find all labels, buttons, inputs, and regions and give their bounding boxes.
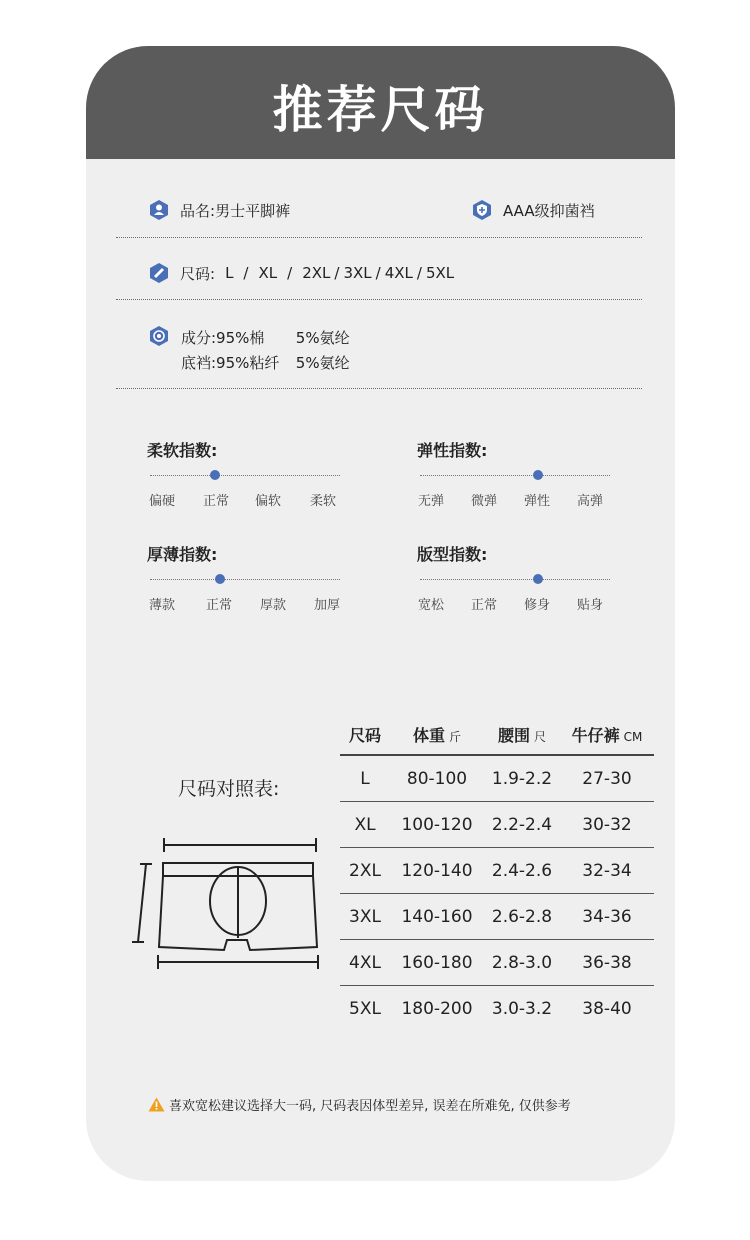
thickness-index-title: 厚薄指数: — [147, 545, 218, 564]
elasticity-index-title: 弹性指数: — [417, 441, 488, 460]
index-knob — [215, 574, 225, 584]
feature-row — [471, 199, 595, 221]
table-cell: L — [340, 755, 390, 802]
table-cell: 2.8-3.0 — [484, 940, 560, 986]
table-cell: XL — [340, 802, 390, 848]
table-cell: 180-200 — [401, 998, 473, 1019]
composition-main-label: 成分:95%棉 — [181, 329, 265, 347]
elasticity-index — [417, 438, 604, 509]
composition-main-extra: 5%氨纶 — [295, 329, 350, 347]
table-cell: 30-32 — [560, 802, 654, 848]
composition-crotch-extra: 5%氨纶 — [295, 354, 350, 372]
shield-plus-icon — [471, 199, 493, 221]
boxer-diagram — [130, 834, 330, 974]
size-option: 5XL — [425, 264, 455, 282]
product-row — [148, 199, 290, 221]
product-name-label: 品名: — [180, 201, 216, 220]
warning-icon — [148, 1097, 165, 1112]
composition-crotch-label: 底裆:95%粘纤 — [181, 354, 280, 372]
index-option: 正常 — [471, 598, 498, 613]
size-card — [86, 46, 675, 1181]
ruler-icon — [148, 262, 170, 284]
index-knob — [533, 574, 543, 584]
size-label: 尺码: — [180, 264, 216, 283]
table-cell: 160-180 — [390, 940, 484, 986]
index-option: 厚款 — [260, 598, 287, 613]
size-row — [148, 262, 464, 284]
table-cell: 34-36 — [560, 894, 654, 940]
size-separator: / — [375, 264, 381, 282]
index-option: 柔软 — [310, 494, 337, 509]
size-separator: / — [416, 264, 422, 282]
table-row — [340, 755, 654, 802]
table-cell: 2.2-2.4 — [484, 802, 560, 848]
table-row — [340, 802, 654, 848]
softness-index-title: 柔软指数: — [147, 441, 218, 460]
table-cell: 80-100 — [390, 755, 484, 802]
column-header: 腰围 尺 — [484, 714, 560, 755]
index-track — [150, 475, 340, 476]
column-header: 体重 斤 — [390, 714, 484, 755]
size-option: 3XL — [343, 264, 372, 282]
index-track — [420, 579, 610, 580]
table-row — [340, 986, 654, 1032]
softness-index — [147, 438, 337, 509]
notice — [148, 1095, 571, 1114]
column-header: 牛仔裤 CM — [560, 714, 654, 755]
size-option: 4XL — [384, 264, 413, 282]
index-option: 弹性 — [524, 494, 551, 509]
table-row — [340, 940, 654, 986]
table-cell: 3XL — [340, 894, 390, 940]
table-cell: 2XL — [340, 848, 390, 894]
header-bar — [86, 46, 675, 159]
fabric-icon — [148, 325, 170, 347]
index-knob — [210, 470, 220, 480]
size-option: XL — [258, 264, 278, 282]
index-option: 宽松 — [418, 598, 445, 613]
size-table — [340, 714, 654, 1031]
thickness-index — [147, 542, 341, 613]
feature-label: AAA级抑菌裆 — [503, 201, 595, 220]
page-title: 推荐尺码 — [272, 81, 489, 139]
index-option: 偏硬 — [149, 494, 176, 509]
product-name-value: 男士平脚裤 — [215, 201, 291, 220]
index-knob — [533, 470, 543, 480]
divider — [116, 237, 642, 238]
table-row — [340, 894, 654, 940]
divider — [116, 299, 642, 300]
table-cell: 120-140 — [390, 848, 484, 894]
table-header-row — [340, 714, 654, 755]
index-option: 贴身 — [577, 598, 604, 613]
size-option: 2XL — [302, 264, 331, 282]
index-option: 微弹 — [471, 494, 498, 509]
index-option: 修身 — [524, 598, 551, 613]
index-option: 加厚 — [314, 598, 341, 613]
user-icon — [148, 199, 170, 221]
index-track — [150, 579, 340, 580]
table-cell: 32-34 — [560, 848, 654, 894]
size-separator: / — [334, 264, 340, 282]
table-cell: 38-40 — [582, 998, 632, 1019]
index-option: 正常 — [203, 494, 230, 509]
index-option: 正常 — [206, 598, 233, 613]
index-track — [420, 475, 610, 476]
index-option: 无弹 — [418, 494, 445, 509]
index-option: 偏软 — [255, 494, 282, 509]
size-separator: / — [287, 264, 293, 282]
column-header: 尺码 — [340, 714, 390, 755]
table-cell: 4XL — [340, 940, 390, 986]
table-cell: 140-160 — [390, 894, 484, 940]
divider — [116, 388, 642, 389]
table-cell: 27-30 — [560, 755, 654, 802]
table-cell: 5XL — [349, 998, 381, 1019]
composition-crotch — [181, 352, 350, 373]
composition-main — [181, 327, 350, 348]
index-option: 薄款 — [149, 598, 176, 613]
table-cell: 3.0-3.2 — [491, 998, 553, 1019]
table-cell: 36-38 — [560, 940, 654, 986]
size-option: L — [225, 264, 234, 282]
table-row — [340, 848, 654, 894]
fit-index-title: 版型指数: — [417, 545, 488, 564]
size-separator: / — [243, 264, 249, 282]
table-cell: 2.6-2.8 — [484, 894, 560, 940]
fit-index — [417, 542, 604, 613]
table-cell: 2.4-2.6 — [484, 848, 560, 894]
index-option: 高弹 — [577, 494, 604, 509]
notice-text: 喜欢宽松建议选择大一码, 尺码表因体型差异, 误差在所难免, 仅供参考 — [169, 1099, 571, 1114]
table-cell: 100-120 — [390, 802, 484, 848]
table-cell: 1.9-2.2 — [484, 755, 560, 802]
size-chart-label: 尺码对照表: — [178, 778, 280, 800]
